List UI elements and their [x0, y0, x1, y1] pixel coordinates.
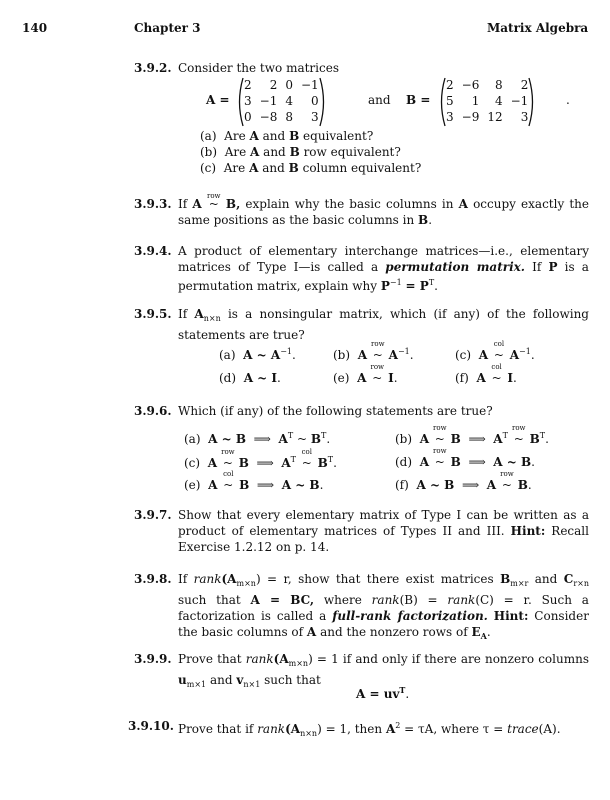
exercise-3-9-4 [134, 243, 589, 294]
sub-item-c: (c) A row ~ B ⟹ $A^T$ col ~ $B^T$. [184, 448, 337, 470]
item-text: equivalent? [303, 129, 374, 143]
item-label: (c) [200, 161, 217, 175]
exercise-number: 3.9.9. [134, 652, 172, 666]
item-text: and [262, 129, 286, 143]
exercise-3-9-3 [134, 192, 590, 228]
exercise-3-9-8 [134, 571, 589, 644]
page-number: 140 [22, 21, 48, 35]
exercise-text: Show that every elementary matrix of Type I can be written as a product of elementary matrices of Types II and III. Hint: Recall Exercise 1.2.12 on p. 14. [178, 508, 589, 554]
item-text: column equivalent? [302, 161, 422, 175]
item-text: Are [224, 129, 246, 143]
sub-item-c: (c) A col ~ $A^{-1}$. [455, 340, 535, 362]
matrix-a-row [240, 93, 323, 109]
matrix-cell: 1 [471, 94, 480, 108]
chapter-title: Chapter 3 [134, 21, 201, 35]
sub-item-e: (e) A row ~ I. [333, 363, 398, 385]
item-label: (b) [200, 145, 218, 159]
item-matrix: B [289, 129, 300, 143]
item-label: (a) [200, 129, 217, 143]
exercise-3-9-7 [134, 507, 589, 555]
matrix-cell: 2 [244, 78, 252, 92]
sub-question-b [200, 145, 401, 159]
exercise-text: A product of elementary interchange matrices—i.e., elementary matrices of Type I—is called a permutation matrix. If P is a permutation matrix, explain why $P^{-1} = P^T$. [178, 244, 589, 293]
item-matrix: A [249, 161, 259, 175]
item-text: and [262, 161, 285, 175]
matrix-cell: −1 [300, 78, 319, 92]
matrix-cell: 3 [311, 110, 319, 124]
exercise-number: 3.9.5. [134, 307, 172, 321]
sub-item-a: (a) A ~ $A^{-1}$. [219, 347, 296, 362]
matrix-a-row [240, 77, 323, 93]
matrix-cell: 4 [494, 94, 503, 108]
matrix-a-label: A = [206, 93, 230, 107]
display-equation: $A = uv^T$. [356, 685, 410, 701]
matrix-b-row [442, 93, 532, 109]
exercise-text: Which (if any) of the following statements are true? [178, 404, 493, 418]
period: . [566, 93, 570, 107]
exercise-text: Prove that if $rank(A_{n\times n}) = 1$, then $A^2 = \tau A$, where τ = trace(A). [178, 721, 561, 738]
item-text: row equivalent? [303, 145, 401, 159]
matrix-cell: −8 [259, 110, 278, 124]
term-full-rank-factorization: full-rank factorization. [332, 609, 488, 623]
item-text: and [263, 145, 286, 159]
exercise-number: 3.9.4. [134, 244, 172, 258]
matrix-cell: 3 [446, 110, 454, 124]
matrix-a-row [240, 109, 323, 125]
exercise-text: If $rank(A_{m\times n}) = r$, show that there exist matrices $B_{m\times r}$ and $C_{r\times n}$ such that A = BC, where rank(B) = rank(C) = r. Such a factorization is called a full-rank factorization. Hint: Consider the basic columns of A and the nonzero rows of $E_A$. [178, 572, 589, 641]
matrix-cell: 3 [520, 110, 529, 124]
section-title: Matrix Algebra [487, 21, 589, 35]
exercise-3-9-6 [134, 403, 589, 419]
matrix-b [442, 77, 532, 125]
exercise-number: 3.9.6. [134, 404, 172, 418]
exercise-number: 3.9.2. [134, 61, 172, 75]
matrix-b-row [442, 77, 532, 93]
item-matrix: B [288, 161, 299, 175]
exercise-3-9-5 [134, 306, 589, 343]
matrix-cell: 4 [285, 94, 293, 108]
matrix-cell: 0 [244, 110, 252, 124]
matrix-a [240, 77, 323, 125]
sub-item-a: (a) A ~ B ⟹ $A^T$ ~ $B^T$. [184, 431, 331, 446]
exercise-text: Prove that $rank(A_{m\times n}) = 1$ if and only if there are nonzero columns $u_{m\times 1}$ and $v_{n\times 1}$ such that [178, 652, 589, 689]
term-permutation-matrix: permutation matrix. [385, 260, 525, 274]
sub-item-e: (e) A col ~ B ⟹ A ~ B. [184, 470, 324, 492]
sub-item-d: (d) A row ~ B ⟹ A ~ B. [395, 447, 535, 469]
matrix-cell: −6 [461, 78, 480, 92]
row-equiv-symbol: row ~ [207, 192, 221, 211]
matrix-cell: 8 [285, 110, 293, 124]
exercise-intro: Consider the two matrices [178, 61, 339, 75]
matrix-b-row [442, 109, 532, 125]
exercise-number: 3.9.7. [134, 508, 172, 522]
left-paren-icon [236, 77, 244, 127]
item-text: Are [223, 161, 246, 175]
exercise-3-9-10 [128, 718, 589, 742]
right-paren-icon [319, 77, 327, 127]
exercise-text: If A row ~ B, explain why the basic columns in A occupy exactly the same positions as the basic columns in B. [178, 192, 590, 227]
matrix-cell: 8 [494, 78, 503, 92]
matrix-cell: 12 [487, 110, 503, 124]
matrix-cell: 0 [285, 78, 293, 92]
left-paren-icon [438, 77, 446, 127]
matrix-cell: −1 [510, 94, 529, 108]
sub-item-b: (b) A row ~ $A^{-1}$. [333, 340, 414, 362]
sub-item-f: (f) A ~ B ⟹ A row ~ B. [395, 470, 532, 492]
item-text: Are [224, 145, 247, 159]
item-matrix: B [289, 145, 300, 159]
exercise-number: 3.9.3. [134, 197, 172, 211]
matrix-cell: 2 [446, 78, 454, 92]
item-matrix: A [249, 129, 259, 143]
exercise-3-9-2 [134, 60, 589, 76]
and-text: and [368, 93, 391, 107]
sub-question-c [200, 161, 421, 175]
matrix-b-label: B = [406, 93, 431, 107]
matrix-cell: −1 [259, 94, 278, 108]
exercise-text: If $A_{n\times n}$ is a nonsingular matrix, which (if any) of the following statements are true? [178, 307, 589, 342]
right-paren-icon [528, 77, 536, 127]
sub-item-b: (b) A row ~ B ⟹ $A^T$ row ~ $B^T$. [395, 424, 549, 446]
matrix-cell: 0 [311, 94, 319, 108]
exercise-number: 3.9.8. [134, 572, 172, 586]
sub-item-f: (f) A col ~ I. [455, 363, 517, 385]
sub-question-a [200, 129, 373, 143]
matrix-cell: −9 [461, 110, 480, 124]
matrix-cell: 2 [520, 78, 529, 92]
matrix-cell: 2 [269, 78, 278, 92]
sub-item-d: (d) A ~ I. [219, 371, 281, 385]
exercise-number: 3.9.10. [128, 719, 174, 733]
matrix-cell: 5 [446, 94, 454, 108]
matrix-cell: 3 [244, 94, 252, 108]
item-matrix: A [250, 145, 260, 159]
